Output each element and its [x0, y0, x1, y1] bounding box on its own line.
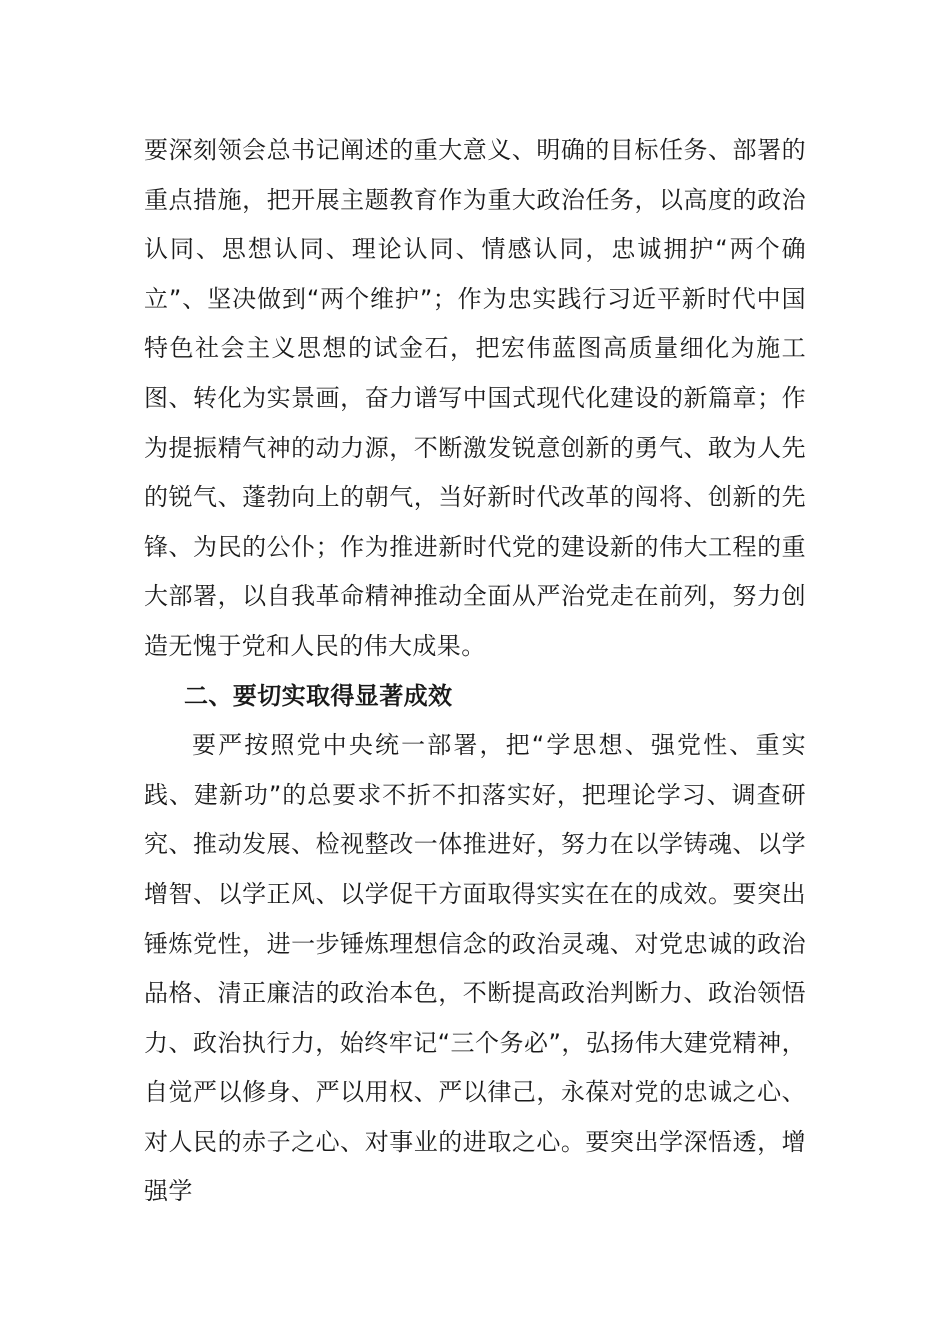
document-body [144, 126, 806, 1217]
body-paragraph: 要严按照党中央统一部署，把“学思想、强党性、重实践、建新功”的总要求不折不扣落实好，把理论学习、调查研究、推动发展、检视整改一体推进好，努力在以学铸魂、以学增智、以学正风、以学促干方面取得实实在在的成效。要突出锤炼党性，进一步锤炼理想信念的政治灵魂、对党忠诚的政治品格、清正廉洁的政治本色，不断提高政治判断力、政治领悟力、政治执行力，始终牢记“三个务必”，弘扬伟大建党精神，自觉严以修身、严以用权、严以律己，永葆对党的忠诚之心、对人民的赤子之心、对事业的进取之心。要突出学深悟透，增强学 [144, 731, 806, 1206]
section-heading: 二、要切实取得显著成效 [184, 681, 453, 710]
body-paragraph-continued: 要深刻领会总书记阐述的重大意义、明确的目标任务、部署的重点措施，把开展主题教育作为重大政治任务，以高度的政治认同、思想认同、理论认同、情感认同，忠诚拥护“两个确立”、坚决做到“两个维护”；作为忠实践行习近平新时代中国特色社会主义思想的试金石，把宏伟蓝图高质量细化为施工图、转化为实景画，奋力谱写中国式现代化建设的新篇章；作为提振精气神的动力源，不断激发锐意创新的勇气、敢为人先的锐气、蓬勃向上的朝气，当好新时代改革的闯将、创新的先锋、为民的公仆；作为推进新时代党的建设新的伟大工程的重大部署，以自我革命精神推动全面从严治党走在前列，努力创造无愧于党和人民的伟大成果。 [144, 136, 806, 660]
